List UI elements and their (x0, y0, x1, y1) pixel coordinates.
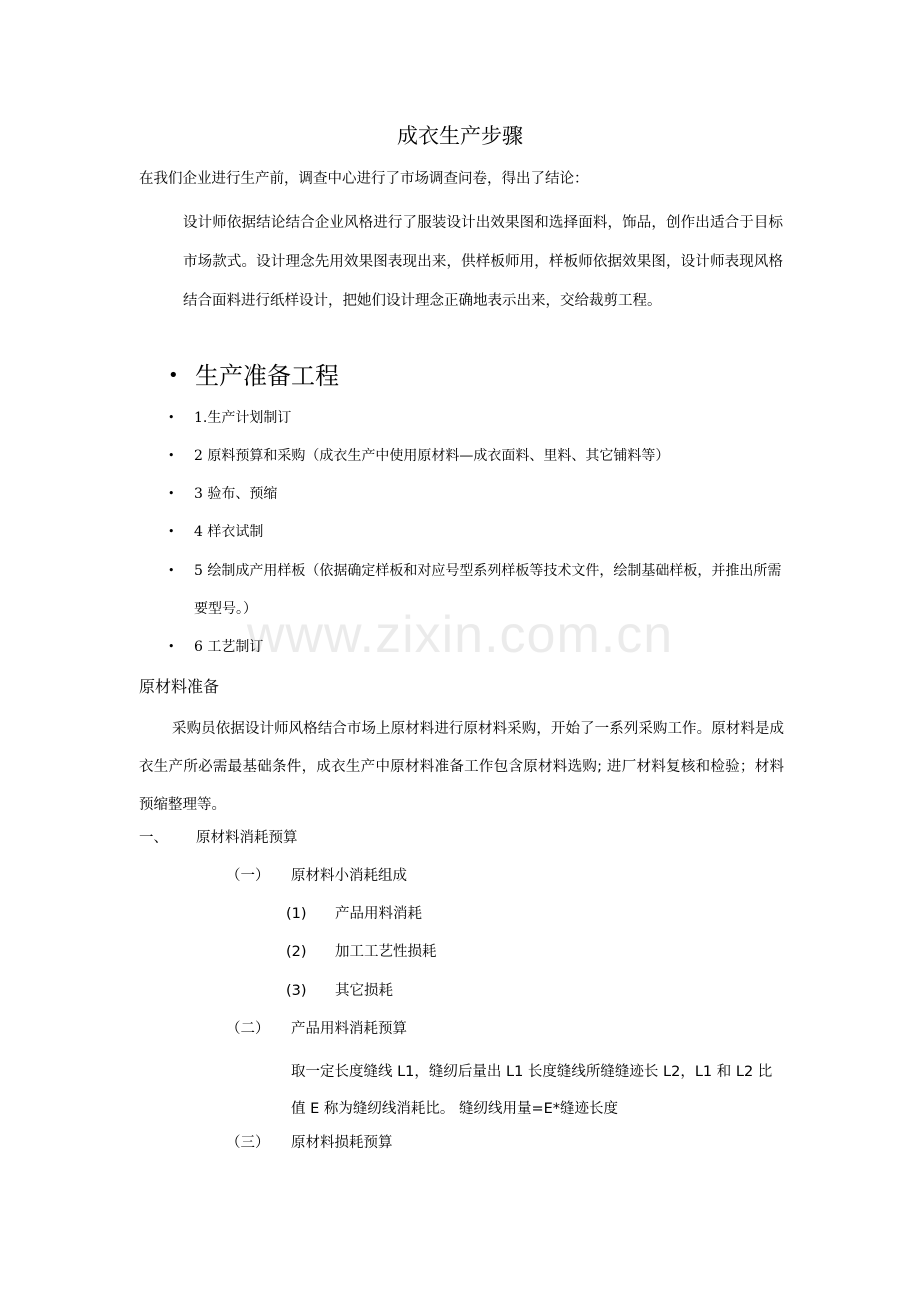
materials-paragraph: 采购员依据设计师风格结合市场上原材料进行原材料采购，开始了一系列采购工作。原材料是成衣生产所必需最基础条件，成衣生产中原材料准备工作包含原材料选购; 进厂材料复核和检验；材料预缩整理等。 (139, 721, 784, 813)
list-item-text: 4 样衣试制 (194, 524, 264, 540)
outline-number: (3) (286, 983, 307, 999)
outline-label: 产品用料消耗预算 (291, 1021, 407, 1037)
materials-heading: 原材料准备 (139, 677, 220, 696)
bullet-icon: • (168, 449, 175, 462)
list-item-text: 5 绘制成产用样板（依据确定样板和对应号型系列样板等技术文件，绘制基础样板，并推出所需要型号。） (194, 563, 782, 617)
outline-number: 一、 (139, 830, 168, 846)
outline-number: （一） (226, 868, 270, 884)
list-item-text: 3 验布、预缩 (194, 486, 278, 502)
outline-number: (2) (286, 944, 307, 960)
bullet-icon: • (168, 487, 175, 500)
bullet-icon: • (168, 365, 179, 386)
prep-heading-label: 生产准备工程 (195, 362, 339, 390)
list-item-text: 6 工艺制订 (194, 639, 264, 655)
outline-label: 原材料小消耗组成 (291, 868, 407, 884)
list-item-text: 1.生产计划制订 (194, 410, 292, 426)
outline-label: 其它损耗 (335, 983, 393, 999)
prep-heading (168, 358, 339, 394)
intro-line: 在我们企业进行生产前，调查中心进行了市场调查问卷，得出了结论： (139, 171, 589, 187)
bullet-icon: • (168, 411, 175, 424)
outline-label: 加工工艺性损耗 (335, 944, 437, 960)
document-title: 成衣生产步骤 (397, 124, 523, 148)
bullet-icon: • (168, 525, 175, 538)
outline-label: 产品用料消耗 (335, 906, 422, 922)
list-item-text: 2 原料预算和采购（成衣生产中使用原材料—成衣面料、里料、其它铺料等） (194, 448, 670, 464)
watermark: www.zixin.com.cn (246, 606, 674, 664)
outline-number: (1) (286, 906, 307, 922)
design-paragraph: 设计师依据结论结合企业风格进行了服装设计出效果图和选择面料，饰品，创作出适合于目标市场款式。设计理念先用效果图表现出来，供样板师用，样板师依据效果图，设计师表现风格结合面料进行纸样设计，把她们设计理念正确地表示出来，交给裁剪工程。 (183, 215, 783, 309)
bullet-icon: • (168, 640, 175, 653)
outline-number: （三） (226, 1135, 270, 1151)
thread-consumption-text: 取一定长度缝线 L1，缝纫后量出 L1 长度缝线所缝缝迹长 L2，L1 和 L2 比值 E 称为缝纫线消耗比。 缝纫线用量=E*缝迹长度 (291, 1064, 773, 1117)
outline-label: 原材料损耗预算 (291, 1135, 393, 1151)
outline-number: （二） (226, 1021, 270, 1037)
outline-label: 原材料消耗预算 (196, 830, 298, 846)
bullet-icon: • (168, 564, 175, 577)
